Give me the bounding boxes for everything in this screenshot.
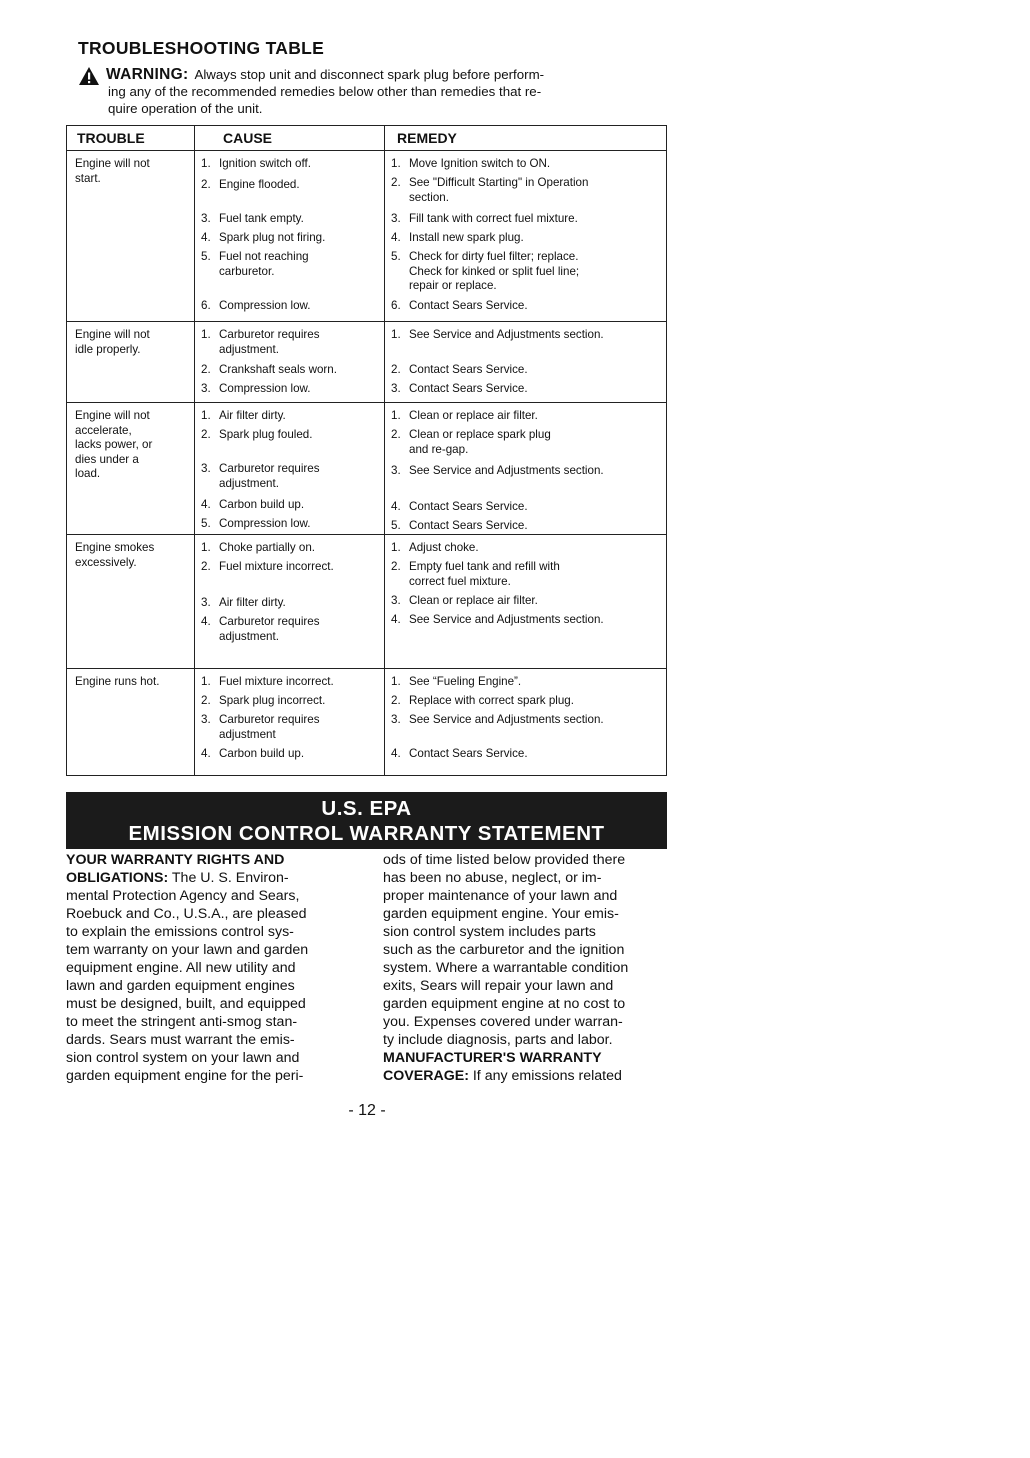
cause-item	[201, 157, 383, 172]
remedy-text: Fill tank with correct fuel mixture.	[409, 212, 578, 225]
cause-item	[201, 747, 383, 762]
remedy-text: and re-gap.	[409, 442, 469, 456]
cause-number: 2.	[201, 363, 211, 376]
cause-text: Carbon build up.	[219, 498, 305, 511]
remedy-text: Check for kinked or split fuel line;	[409, 264, 580, 278]
trouble-line: accelerate,	[75, 423, 132, 437]
banner-line: EMISSION CONTROL WARRANTY STATEMENT	[128, 822, 605, 845]
remedy-number: 1.	[391, 541, 401, 554]
cause-number: 2.	[201, 694, 211, 707]
warning-text-line: quire operation of the unit.	[108, 101, 263, 116]
remedy-item	[391, 613, 661, 628]
warranty-right-column	[383, 851, 673, 1085]
remedy-number: 3.	[391, 464, 401, 477]
remedy-number: 3.	[391, 212, 401, 225]
remedy-item	[391, 212, 661, 227]
remedy-item	[391, 299, 661, 314]
cause-item	[201, 498, 383, 513]
cause-number: 2.	[201, 560, 211, 573]
table-row	[67, 669, 666, 780]
trouble-cell	[75, 541, 187, 570]
remedy-number: 5.	[391, 250, 401, 263]
remedy-text: Contact Sears Service.	[409, 500, 528, 513]
remedy-item	[391, 541, 661, 556]
remedy-number: 2.	[391, 428, 401, 441]
cause-text: Carburetor requires	[219, 328, 320, 341]
remedy-text: section.	[409, 190, 449, 204]
remedy-text: Contact Sears Service.	[409, 363, 528, 376]
remedy-number: 5.	[391, 519, 401, 532]
cause-item	[201, 615, 383, 644]
cause-item	[201, 178, 383, 193]
body-line: sion control system on your lawn and	[66, 1050, 300, 1066]
remedy-text: Contact Sears Service.	[409, 382, 528, 395]
trouble-line: dies under a	[75, 452, 139, 466]
cause-text: Spark plug not firing.	[219, 231, 326, 244]
warranty-left-column	[66, 851, 358, 1085]
cause-text: Fuel not reaching	[219, 250, 309, 263]
cause-text: Fuel mixture incorrect.	[219, 675, 334, 688]
rights-heading: OBLIGATIONS:	[66, 870, 169, 886]
cause-text: Air filter dirty.	[219, 409, 286, 422]
trouble-line: Engine will not	[75, 409, 150, 422]
body-line: ods of time listed below provided there	[383, 852, 626, 868]
warning-text-line: Always stop unit and disconnect spark plug before perform-	[194, 67, 545, 82]
remedy-text: Install new spark plug.	[409, 231, 524, 244]
page-number: - 12 -	[348, 1102, 386, 1119]
remedy-number: 1.	[391, 157, 401, 170]
cause-item	[201, 328, 383, 357]
cause-text: Spark plug fouled.	[219, 428, 313, 441]
warning-text-line: ing any of the recommended remedies below other than remedies that re-	[108, 84, 542, 99]
remedy-number: 2.	[391, 560, 401, 573]
remedy-item	[391, 747, 661, 762]
remedy-text: Clean or replace spark plug	[409, 428, 551, 441]
header-cause: CAUSE	[223, 130, 273, 146]
trouble-line: Engine smokes	[75, 541, 155, 554]
cause-text: Spark plug incorrect.	[219, 694, 326, 707]
remedy-number: 1.	[391, 409, 401, 422]
cause-text: Compression low.	[219, 517, 311, 530]
cause-number: 4.	[201, 498, 211, 511]
remedy-text: Move Ignition switch to ON.	[409, 157, 551, 170]
cause-text: adjustment	[219, 727, 276, 741]
rights-heading: YOUR WARRANTY RIGHTS AND	[66, 852, 285, 868]
remedy-item	[391, 176, 661, 205]
page-title: TROUBLESHOOTING TABLE	[78, 38, 325, 58]
remedy-item	[391, 594, 661, 609]
cause-item	[201, 212, 383, 227]
cause-number: 4.	[201, 747, 211, 760]
remedy-item	[391, 500, 661, 515]
coverage-heading: COVERAGE:	[383, 1068, 469, 1084]
cause-number: 3.	[201, 212, 211, 225]
remedy-item	[391, 675, 661, 690]
cause-number: 1.	[201, 328, 211, 341]
body-line: exits, Sears will repair your lawn and	[383, 978, 614, 994]
cause-number: 5.	[201, 517, 211, 530]
cause-item	[201, 675, 383, 690]
cause-number: 2.	[201, 178, 211, 191]
remedy-text: Contact Sears Service.	[409, 299, 528, 312]
body-line: sion control system includes parts	[383, 924, 596, 940]
remedy-number: 6.	[391, 299, 401, 312]
remedy-text: See “Fueling Engine”.	[409, 675, 522, 688]
table-header-row	[67, 126, 666, 151]
remedy-text: Contact Sears Service.	[409, 519, 528, 532]
warning-label: WARNING:	[106, 66, 189, 83]
cause-number: 2.	[201, 428, 211, 441]
remedy-item	[391, 363, 661, 378]
remedy-text: correct fuel mixture.	[409, 574, 511, 588]
remedy-number: 1.	[391, 675, 401, 688]
header-remedy: REMEDY	[397, 130, 457, 146]
remedy-text: See Service and Adjustments section.	[409, 328, 604, 341]
trouble-line: start.	[75, 171, 101, 185]
cause-number: 3.	[201, 596, 211, 609]
cause-number: 4.	[201, 615, 211, 628]
cause-item	[201, 363, 383, 378]
body-line: must be designed, built, and equipped	[66, 996, 306, 1012]
body-line: garden equipment engine for the peri-	[66, 1068, 304, 1084]
remedy-text: repair or replace.	[409, 279, 497, 292]
cause-number: 1.	[201, 675, 211, 688]
remedy-item	[391, 409, 661, 424]
remedy-number: 3.	[391, 594, 401, 607]
cause-text: carburetor.	[219, 264, 275, 278]
body-line: has been no abuse, neglect, or im-	[383, 870, 602, 886]
cause-text: Ignition switch off.	[219, 157, 311, 170]
trouble-line: Engine will not	[75, 157, 150, 170]
remedy-text: See "Difficult Starting" in Operation	[409, 176, 589, 189]
remedy-item	[391, 428, 661, 457]
remedy-number: 4.	[391, 613, 401, 626]
remedy-item	[391, 519, 661, 534]
body-line: tem warranty on your lawn and garden	[66, 942, 309, 958]
cause-text: adjustment.	[219, 342, 279, 356]
trouble-line: Engine will not	[75, 328, 150, 341]
cause-text: Carburetor requires	[219, 713, 320, 726]
cause-item	[201, 596, 383, 611]
remedy-text: Adjust choke.	[409, 541, 479, 554]
cause-item	[201, 428, 383, 443]
cause-number: 3.	[201, 462, 211, 475]
remedy-text: Clean or replace air filter.	[409, 409, 538, 422]
remedy-item	[391, 713, 661, 728]
body-text: The U. S. Environ-	[168, 870, 289, 886]
table-row	[67, 403, 666, 535]
remedy-number: 4.	[391, 231, 401, 244]
cause-number: 3.	[201, 713, 211, 726]
body-line: you. Expenses covered under warran-	[383, 1014, 623, 1030]
warning-notice	[78, 66, 668, 117]
remedy-item	[391, 328, 661, 343]
body-line: system. Where a warrantable condition	[383, 960, 629, 976]
trouble-line: load.	[75, 467, 101, 480]
cause-item	[201, 409, 383, 424]
cause-item	[201, 560, 383, 575]
cause-text: Fuel mixture incorrect.	[219, 560, 334, 573]
trouble-cell	[75, 157, 187, 186]
remedy-item	[391, 560, 661, 589]
cause-text: Carburetor requires	[219, 615, 320, 628]
remedy-text: Contact Sears Service.	[409, 747, 528, 760]
table-row	[67, 322, 666, 403]
table-row	[67, 535, 666, 669]
cause-text: Carburetor requires	[219, 462, 320, 475]
remedy-number: 2.	[391, 176, 401, 189]
remedy-number: 4.	[391, 747, 401, 760]
body-line: such as the carburetor and the ignition	[383, 942, 625, 958]
remedy-number: 4.	[391, 500, 401, 513]
remedy-text: See Service and Adjustments section.	[409, 464, 604, 477]
remedy-item	[391, 382, 661, 397]
cause-text: Fuel tank empty.	[219, 212, 304, 225]
trouble-line: idle properly.	[75, 342, 141, 356]
body-line: equipment engine. All new utility and	[66, 960, 296, 976]
cause-number: 1.	[201, 409, 211, 422]
cause-text: Engine flooded.	[219, 178, 300, 191]
body-text: If any emissions related	[468, 1068, 622, 1084]
body-line: mental Protection Agency and Sears,	[66, 888, 300, 904]
header-trouble: TROUBLE	[77, 130, 145, 146]
trouble-cell	[75, 675, 187, 690]
trouble-cell	[75, 328, 187, 357]
epa-banner	[66, 792, 667, 849]
cause-item	[201, 299, 383, 314]
remedy-text: See Service and Adjustments section.	[409, 713, 604, 726]
coverage-heading: MANUFACTURER'S WARRANTY	[383, 1050, 602, 1066]
cause-item	[201, 713, 383, 742]
cause-text: adjustment.	[219, 629, 279, 643]
cause-text: Compression low.	[219, 299, 311, 312]
body-line: ty include diagnosis, parts and labor.	[383, 1032, 613, 1048]
remedy-item	[391, 694, 661, 709]
cause-number: 1.	[201, 157, 211, 170]
remedy-item	[391, 157, 661, 172]
cause-number: 5.	[201, 250, 211, 263]
remedy-text: Check for dirty fuel filter; replace.	[409, 250, 579, 263]
cause-item	[201, 462, 383, 491]
body-line: lawn and garden equipment engines	[66, 978, 295, 994]
cause-item	[201, 382, 383, 397]
cause-text: adjustment.	[219, 476, 279, 490]
banner-line: U.S. EPA	[321, 797, 412, 820]
troubleshooting-table	[66, 125, 667, 776]
remedy-number: 1.	[391, 328, 401, 341]
remedy-number: 2.	[391, 363, 401, 376]
body-line: garden equipment engine at no cost to	[383, 996, 626, 1012]
cause-number: 3.	[201, 382, 211, 395]
cause-number: 1.	[201, 541, 211, 554]
remedy-item	[391, 464, 661, 479]
cause-number: 6.	[201, 299, 211, 312]
body-line: Roebuck and Co., U.S.A., are pleased	[66, 906, 307, 922]
trouble-line: Engine runs hot.	[75, 675, 160, 688]
cause-item	[201, 231, 383, 246]
table-row	[67, 151, 666, 322]
remedy-item	[391, 250, 661, 294]
remedy-item	[391, 231, 661, 246]
body-line: to explain the emissions control sys-	[66, 924, 294, 940]
cause-item	[201, 541, 383, 556]
body-line: garden equipment engine. Your emis-	[383, 906, 619, 922]
trouble-cell	[75, 409, 187, 482]
remedy-text: Empty fuel tank and refill with	[409, 560, 560, 573]
cause-item	[201, 517, 383, 532]
body-line: to meet the stringent anti-smog stan-	[66, 1014, 298, 1030]
remedy-text: Replace with correct spark plug.	[409, 694, 574, 707]
cause-text: Air filter dirty.	[219, 596, 286, 609]
cause-text: Carbon build up.	[219, 747, 305, 760]
cause-text: Compression low.	[219, 382, 311, 395]
warning-triangle-icon	[78, 66, 100, 86]
remedy-text: See Service and Adjustments section.	[409, 613, 604, 626]
cause-item	[201, 694, 383, 709]
cause-text: Crankshaft seals worn.	[219, 363, 337, 376]
trouble-line: lacks power, or	[75, 438, 153, 451]
remedy-number: 2.	[391, 694, 401, 707]
cause-number: 4.	[201, 231, 211, 244]
trouble-line: excessively.	[75, 555, 137, 569]
cause-item	[201, 250, 383, 279]
remedy-text: Clean or replace air filter.	[409, 594, 538, 607]
remedy-number: 3.	[391, 382, 401, 395]
body-line: dards. Sears must warrant the emis-	[66, 1032, 295, 1048]
cause-text: Choke partially on.	[219, 541, 316, 554]
remedy-number: 3.	[391, 713, 401, 726]
body-line: proper maintenance of your lawn and	[383, 888, 618, 904]
